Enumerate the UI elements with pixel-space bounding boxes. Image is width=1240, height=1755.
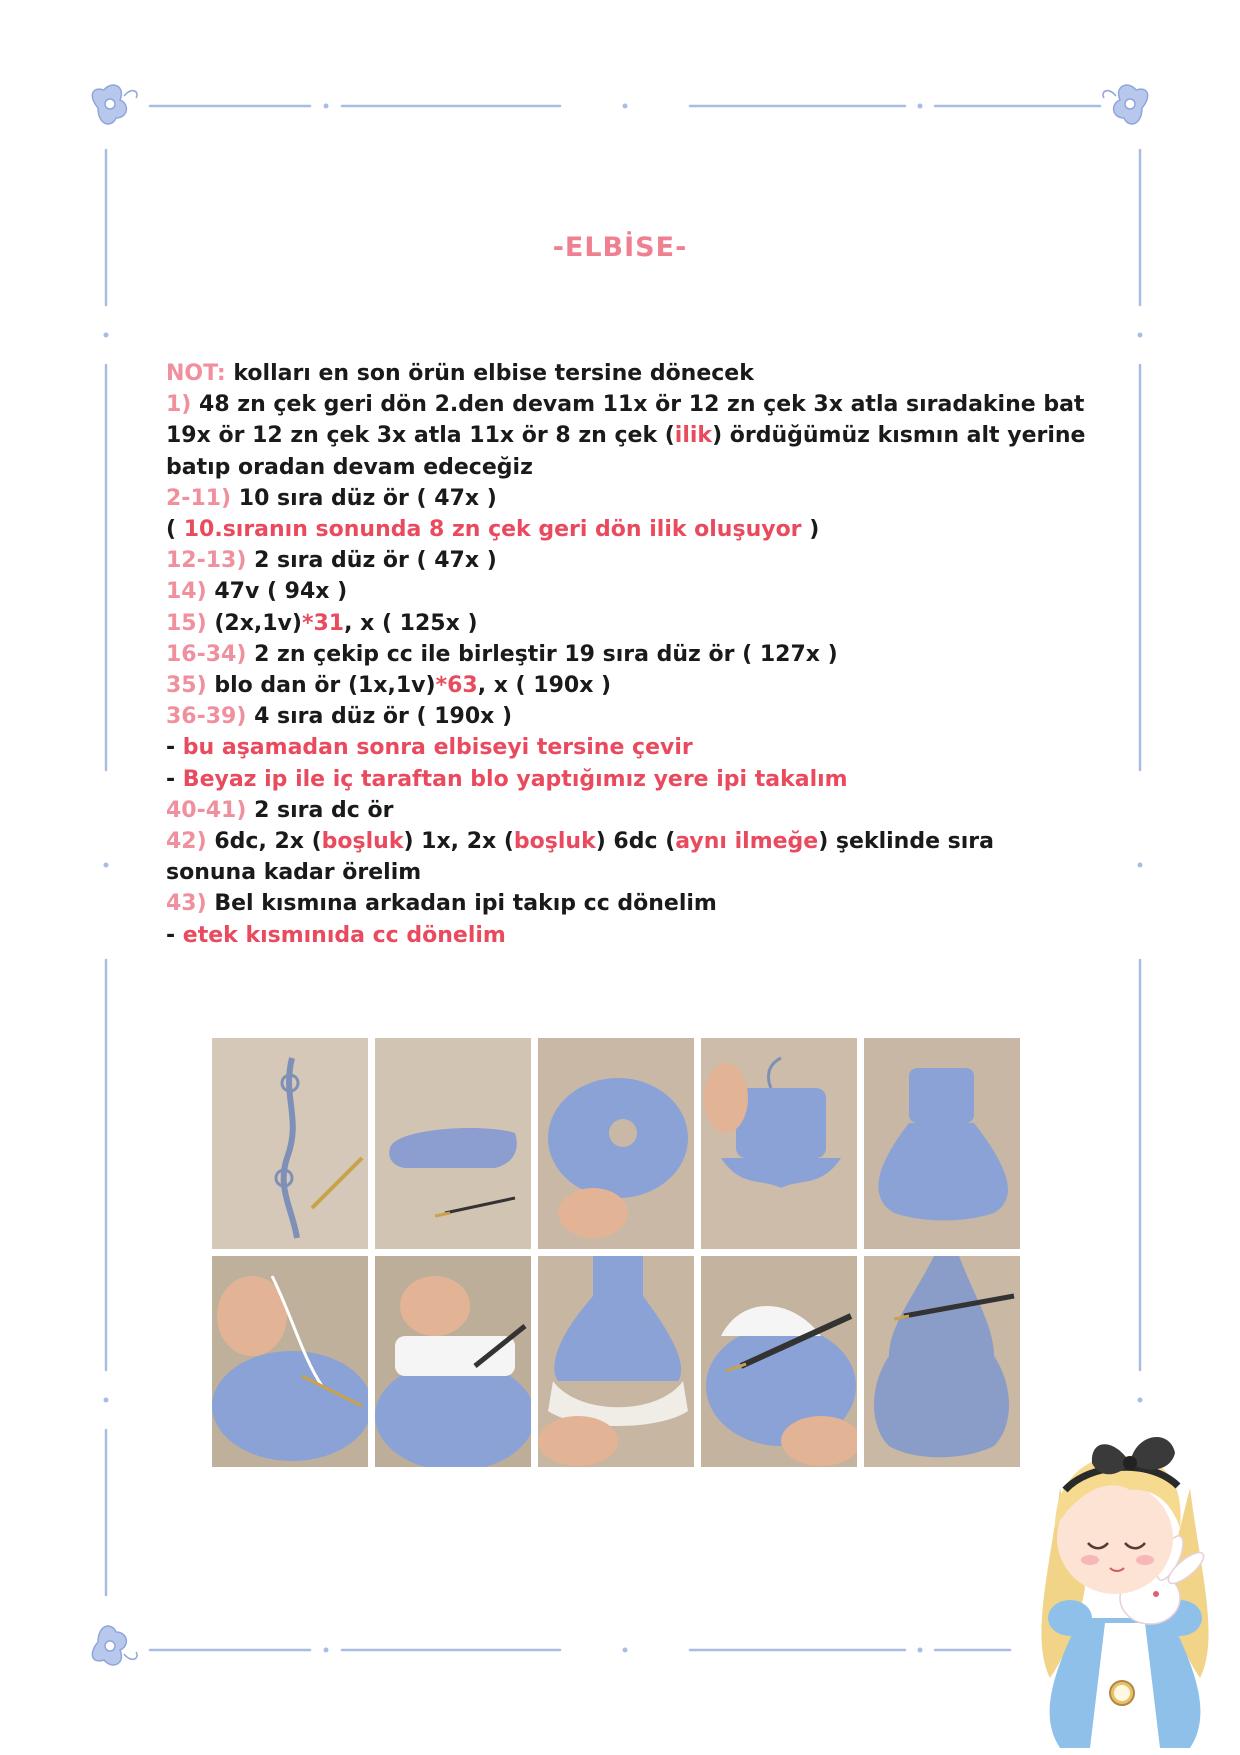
- row-label: 43): [166, 891, 215, 917]
- instruction-line: [166, 795, 1086, 826]
- photo-6-white-yarn-attach: [212, 1256, 368, 1467]
- photo-gallery: [212, 1038, 1020, 1467]
- instruction-text: ) ördüğümüz kısmın alt yerine batıp oradan devam edeceğiz: [166, 423, 1086, 480]
- photo-10-final-dress: [864, 1256, 1020, 1467]
- instruction-line: [166, 888, 1086, 919]
- instruction-line: [166, 389, 1086, 483]
- highlight-text: ilik: [674, 423, 713, 449]
- highlight-text: *63: [435, 673, 478, 699]
- instruction-text: ): [801, 517, 820, 543]
- photo-1-chain-start: [212, 1038, 368, 1249]
- instruction-line: [166, 701, 1086, 732]
- instruction-line: [166, 483, 1086, 514]
- instruction-line: [166, 670, 1086, 701]
- corner-ornament-top-left: [92, 85, 137, 124]
- instruction-line: [166, 514, 1086, 545]
- instruction-text: 2 sıra dc ör: [254, 797, 394, 823]
- instruction-text: (2x,1v): [214, 610, 302, 636]
- instruction-text: 4 sıra düz ör ( 190x ): [254, 704, 513, 730]
- photo-8-white-lace-skirt: [538, 1256, 694, 1467]
- page-title: -ELBİSE-: [552, 232, 688, 263]
- row-label: 12-13): [166, 548, 255, 574]
- instruction-text: -: [166, 766, 183, 792]
- instruction-text: Bel kısmına arkadan ipi takıp cc dönelim: [214, 891, 717, 917]
- instruction-text: blo dan ör (1x,1v): [214, 673, 436, 699]
- highlight-text: 10.sıranın sonunda 8 zn çek geri dön ilik oluşuyor: [183, 517, 802, 543]
- photo-3-bodice-closeup: [538, 1038, 694, 1249]
- highlight-text: *31: [301, 610, 345, 636]
- row-label: 42): [166, 829, 215, 855]
- instruction-line: [166, 545, 1086, 576]
- instruction-text: ) şeklinde sıra sonuna kadar örelim: [166, 829, 994, 886]
- instruction-text: ) 1x, 2x (: [403, 829, 514, 855]
- instruction-text: , x ( 125x ): [344, 610, 478, 636]
- photo-5-finished-blue-dress: [864, 1038, 1020, 1249]
- photo-9-hook-detail: [701, 1256, 857, 1467]
- row-label: 14): [166, 579, 215, 605]
- highlight-text: Beyaz ip ile iç taraftan blo yaptığımız yere ipi takalım: [182, 766, 848, 792]
- instruction-line: [166, 920, 1086, 951]
- instruction-text: ) 6dc (: [595, 829, 676, 855]
- highlight-text: boşluk: [513, 829, 596, 855]
- instruction-line: [166, 732, 1086, 763]
- instruction-text: , x ( 190x ): [477, 673, 612, 699]
- instruction-line: [166, 764, 1086, 795]
- instruction-line: [166, 576, 1086, 607]
- highlight-text: boşluk: [321, 829, 404, 855]
- instruction-line: [166, 608, 1086, 639]
- pattern-instructions: [166, 358, 1086, 951]
- instruction-text: 6dc, 2x (: [214, 829, 322, 855]
- row-label: 35): [166, 673, 215, 699]
- row-label: 2-11): [166, 485, 239, 511]
- instruction-text: 48 zn çek geri dön 2.den devam 11x ör 12 zn çek 3x atla sıradakine bat 19x ör 12 zn çek 3x atla 11x ör 8 zn çek (: [166, 392, 1085, 449]
- instruction-text: (: [166, 517, 184, 543]
- instruction-text: -: [166, 735, 183, 761]
- photo-7-white-row: [375, 1256, 531, 1467]
- photo-4-skirt-ruffle: [701, 1038, 857, 1249]
- instruction-text: 47v ( 94x ): [214, 579, 348, 605]
- photo-2-bodice-strip: [375, 1038, 531, 1249]
- instruction-line: [166, 639, 1086, 670]
- corner-ornament-top-right: [1103, 85, 1148, 124]
- row-label: 15): [166, 610, 215, 636]
- instruction-line: [166, 358, 1086, 389]
- instruction-text: 2 zn çekip cc ile birleştir 19 sıra düz ör ( 127x ): [254, 641, 838, 667]
- doll-illustration: [1010, 1418, 1240, 1755]
- row-label: 1): [166, 392, 200, 418]
- highlight-text: etek kısmınıda cc dönelim: [182, 922, 506, 948]
- instruction-text: kolları en son örün elbise tersine dönecek: [233, 361, 754, 386]
- instruction-text: 2 sıra düz ör ( 47x ): [254, 548, 497, 574]
- highlight-text: bu aşamadan sonra elbiseyi tersine çevir: [182, 735, 693, 761]
- row-label: 36-39): [166, 704, 255, 730]
- instruction-text: 10 sıra düz ör ( 47x ): [238, 485, 497, 511]
- corner-ornament-bottom-left: [92, 1626, 137, 1665]
- instruction-text: -: [166, 922, 183, 948]
- instruction-line: [166, 826, 1086, 888]
- row-label: 16-34): [166, 641, 255, 667]
- row-label: 40-41): [166, 797, 255, 823]
- highlight-text: aynı ilmeğe: [675, 829, 819, 855]
- row-label: NOT:: [166, 361, 234, 386]
